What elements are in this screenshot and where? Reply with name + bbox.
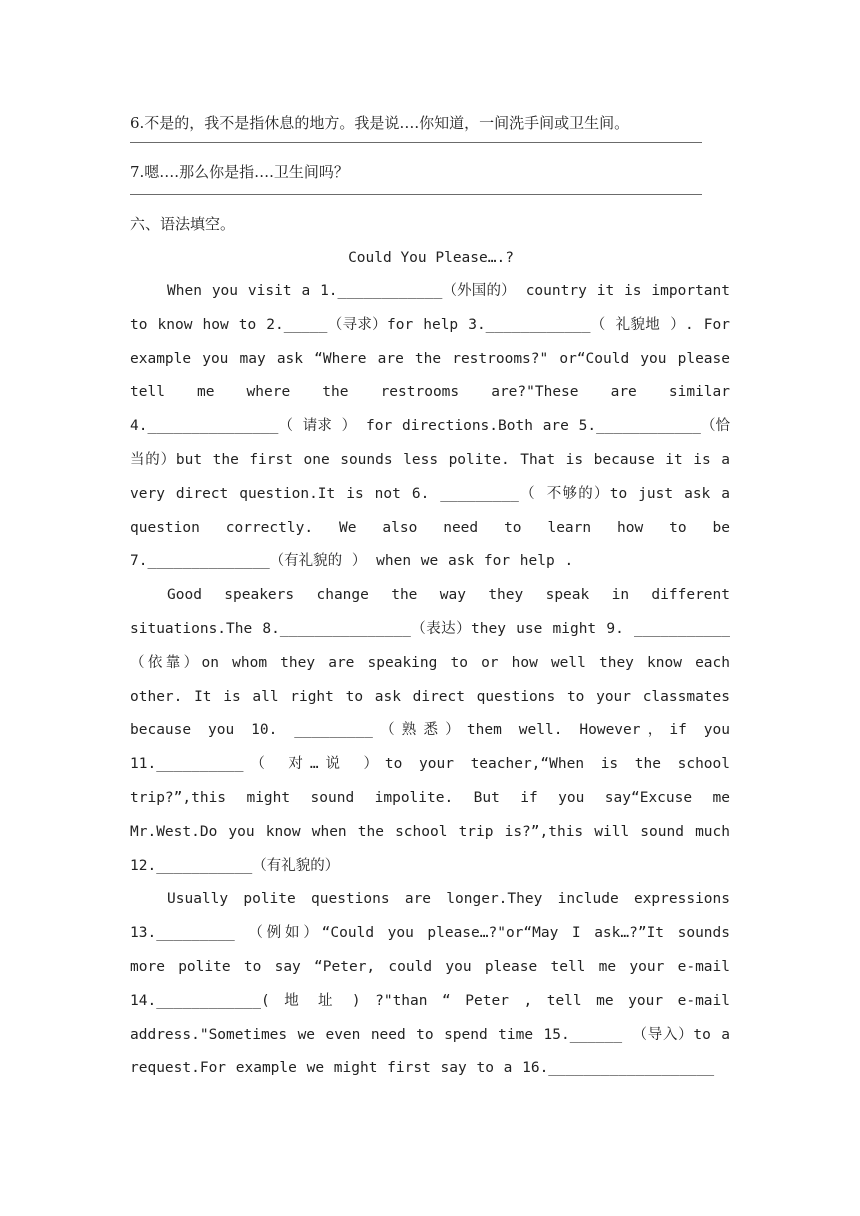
answer-line-6[interactable]	[130, 142, 702, 143]
translation-item-6: 6.不是的，我不是指休息的地方。我是说….你知道，一间洗手间或卫生间。	[130, 114, 630, 132]
passage-title: Could You Please….?	[348, 250, 514, 266]
paragraph-text: Good speakers change the way they speak in different situations.The 8._______________（表达）they use might 9. ___________（依靠）on whom they are speaking to or how well they know each other. It is all right to ask direct questions to your classmates because you 10. _________（熟悉）them well. However，if you 11.__________（ 对…说 ）to your teacher,“When is the school trip?”,this might sound impolite. But if you say“Excuse me Mr.West.Do you know when the school trip is?”,this will sound much 12.___________（有礼貌的）	[130, 587, 740, 874]
answer-line-7[interactable]	[130, 194, 702, 195]
passage-paragraph-3	[130, 883, 740, 1086]
paragraph-text: When you visit a 1.____________（外国的） country it is important to know how to 2._____（寻求）for help 3.____________（ 礼貌地 ）. For example you may ask “Where are the restrooms?" or“Could you please tell me where the restrooms are?"These are similar 4._______________（ 请求 ） for directions.Both are 5.____________（恰当的）but the first one sounds less polite. That is because it is a very direct question.It is not 6. _________（ 不够的）to just ask a question correctly. We also need to learn how to be 7.______________（有礼貌的 ） when we ask for help .	[130, 283, 740, 570]
passage-paragraph-1	[130, 275, 740, 579]
paragraph-text: Usually polite questions are longer.They include expressions 13._________ （例如）“Could you please…?"or“May I ask…?”It sounds more polite to say “Peter, could you please tell me your e-mail 14.____________( 地 址 ) ?"than “ Peter , tell me your e-mail address."Sometimes we even need to spend time 15.______ （导入）to a request.For example we might first say to a 16.___________________	[130, 891, 740, 1077]
section-heading-grammar-fill: 六、语法填空。	[130, 215, 236, 233]
passage-paragraph-2	[130, 579, 740, 883]
worksheet-page	[130, 106, 740, 1086]
translation-item-7: 7.嗯….那么你是指….卫生间吗？	[130, 163, 349, 181]
